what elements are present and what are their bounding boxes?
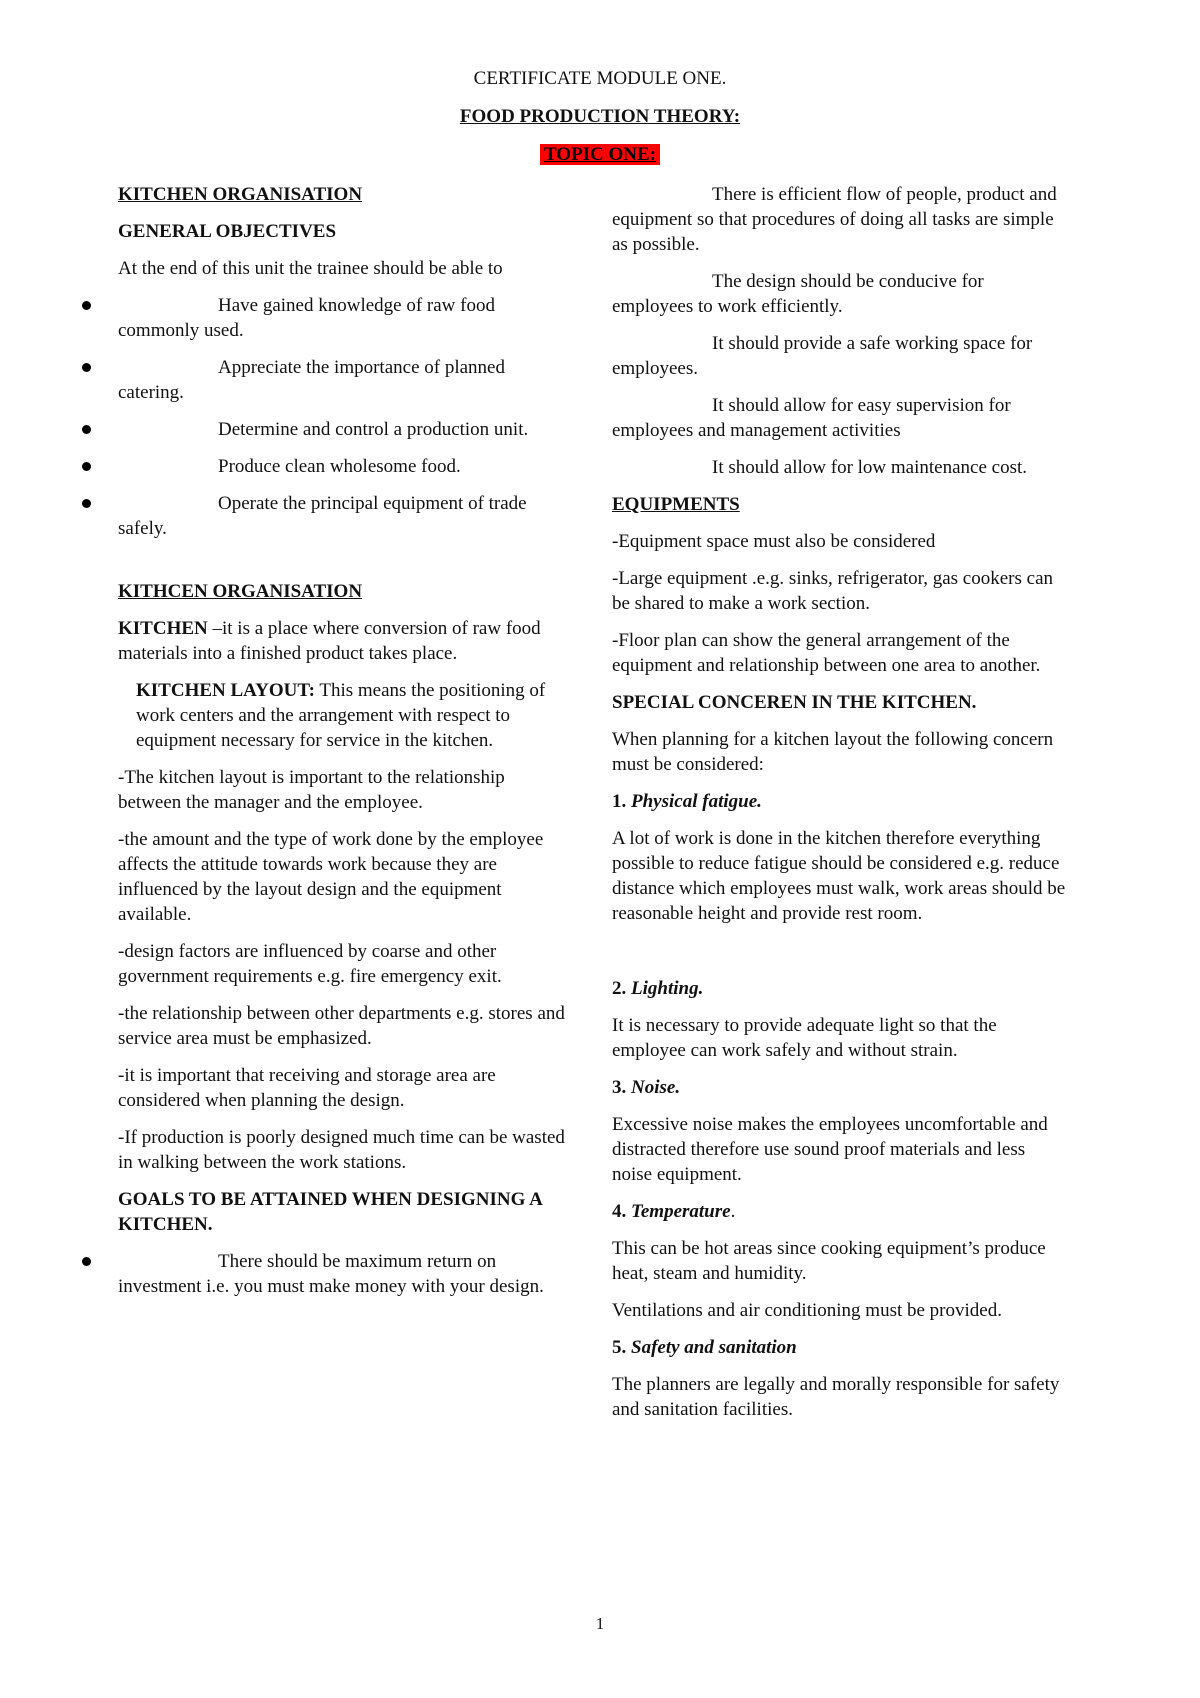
layout-term: KITCHEN LAYOUT: [136,680,315,701]
layout-point: -design factors are influenced by coarse and other government requirements e.g. fire emergency exit. [118,941,502,987]
concern-5-text: The planners are legally and morally responsible for safety and sanitation facilities. [612,1374,1060,1420]
equipment-point: -Floor plan can show the general arrangement of the equipment and relationship between one area to another. [612,630,1041,676]
concern-3-text: Excessive noise makes the employees uncomfortable and distracted therefore use sound proof materials and less noise equipment. [612,1114,1048,1185]
concern-1-heading: 1. Physical fatigue. [612,791,762,812]
goal-text: There should be maximum return on investment i.e. you must make money with your design. [118,1251,544,1297]
page-number: 1 [595,1614,605,1633]
goal-item: It should provide a safe working space for employees. [612,333,1033,379]
bullet-text: Operate the principal equipment of trade safely. [118,493,527,539]
concern-2-text: It is necessary to provide adequate light so that the employee can work safely and without strain. [612,1015,997,1061]
concern-2-heading: 2. Lighting. [612,978,704,999]
layout-def-text: This means the positioning of work centers and the arrangement with respect to equipment necessary for service in the kitchen. [136,680,546,751]
layout-point: -The kitchen layout is important to the relationship between the manager and the employee. [118,767,505,813]
concern-3-heading: 3. Noise. [612,1077,681,1098]
goal-item: It should allow for easy supervision for employees and management activities [612,395,1011,441]
layout-point: -the relationship between other departments e.g. stores and service area must be emphasized. [118,1003,565,1049]
kitchen-def-text: –it is a place where conversion of raw food materials into a finished product takes place. [118,618,541,664]
kitchen-definition [118,616,570,666]
concern-4-text-2: Ventilations and air conditioning must be provided. [612,1300,1002,1321]
goal-bullet [118,1249,570,1299]
left-column [118,182,570,1311]
module-title: CERTIFICATE MODULE ONE. [473,68,727,89]
equipment-point: -Equipment space must also be considered [612,531,936,552]
objective-bullet [118,355,570,405]
concern-4-heading: 4. Temperature. [612,1201,736,1222]
equipment-point: -Large equipment .e.g. sinks, refrigerator, gas cookers can be shared to make a work section. [612,568,1053,614]
layout-point: -the amount and the type of work done by the employee affects the attitude towards work because they are influenced by the layout design and the equipment available. [118,829,544,925]
goal-item: The design should be conducive for employees to work efficiently. [612,271,984,317]
right-column [612,182,1067,1434]
kitchen-term: KITCHEN [118,618,208,639]
concern-5-heading: 5. Safety and sanitation [612,1337,797,1358]
layout-point: -If production is poorly designed much time can be wasted in walking between the work stations. [118,1127,565,1173]
heading-kitchen-organisation: KITCHEN ORGANISATION [118,184,363,205]
heading-goals: GOALS TO BE ATTAINED WHEN DESIGNING A KITCHEN. [118,1189,542,1235]
objective-bullet [118,454,570,479]
special-intro: When planning for a kitchen layout the following concern must be considered: [612,729,1054,775]
topic-highlight: TOPIC ONE: [540,144,660,165]
bullet-text: Have gained knowledge of raw food commonly used. [118,295,495,341]
objective-bullet [118,491,570,541]
heading-general-objectives: GENERAL OBJECTIVES [118,221,337,242]
objectives-intro: At the end of this unit the trainee should be able to [118,258,503,279]
heading-special-concern: SPECIAL CONCEREN IN THE KITCHEN. [612,692,977,713]
bullet-text: Determine and control a production unit. [218,419,529,440]
heading-kithcen-organisation: KITHCEN ORGANISATION [118,581,363,602]
kitchen-layout-definition [118,678,570,753]
concern-4-text: This can be hot areas since cooking equipment’s produce heat, steam and humidity. [612,1238,1046,1284]
heading-equipments: EQUIPMENTS [612,494,740,515]
subject-title: FOOD PRODUCTION THEORY: [459,106,741,127]
topic-heading [0,144,1200,166]
bullet-text: Produce clean wholesome food. [218,456,461,477]
objective-bullet [118,293,570,343]
goal-item: There is efficient flow of people, product and equipment so that procedures of doing all tasks are simple as possible. [612,184,1057,255]
layout-point: -it is important that receiving and storage area are considered when planning the design. [118,1065,496,1111]
goal-item: It should allow for low maintenance cost. [712,457,1028,478]
concern-1-text: A lot of work is done in the kitchen therefore everything possible to reduce fatigue should be considered e.g. reduce distance which employees must walk, work areas should be reasonable height and provide rest room. [612,828,1066,924]
bullet-text: Appreciate the importance of planned catering. [118,357,505,403]
objective-bullet [118,417,570,442]
